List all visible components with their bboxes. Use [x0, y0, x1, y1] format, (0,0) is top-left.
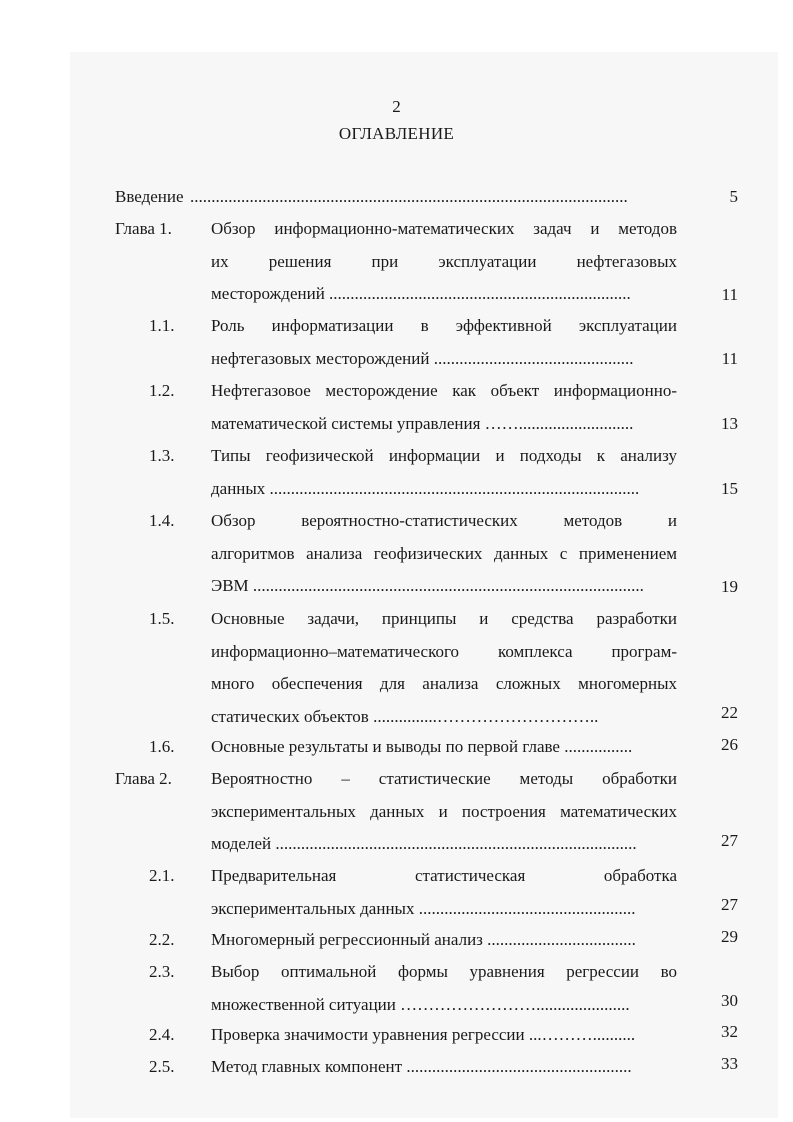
- toc-entry-title: [211, 924, 677, 957]
- toc-entry-line: Обзор вероятностно-статистических методов и: [211, 511, 677, 530]
- toc-entry-label: 1.2.: [149, 381, 175, 400]
- toc-entry-title: [211, 310, 677, 375]
- toc-entry-dots: .......................................................................................................: [190, 187, 628, 206]
- toc-entry-page: 29: [721, 927, 738, 946]
- toc-entry-page: 13: [721, 414, 738, 433]
- toc-entry-line: алгоритмов анализа геофизических данных с применением: [211, 543, 677, 563]
- toc-entry-title: [211, 731, 677, 764]
- toc-entry-label: 2.4.: [149, 1025, 175, 1044]
- toc-entry-page: 26: [721, 735, 738, 754]
- toc-entry-line: месторождений .......................................................................: [211, 284, 631, 303]
- toc-entry-title: [211, 1019, 677, 1052]
- toc-entry-title: [211, 440, 677, 505]
- toc-entry-title: [211, 603, 677, 733]
- toc-entry-label: 2.2.: [149, 930, 175, 949]
- toc-entry-label: 1.6.: [149, 737, 175, 756]
- toc-entry-title: [211, 1051, 677, 1084]
- toc-entry-line: Проверка значимости уравнения регрессии ...………..........: [211, 1025, 636, 1044]
- toc-entry-page: 30: [721, 991, 738, 1010]
- toc-entry-title: [211, 860, 677, 925]
- toc-entry-title: [211, 505, 677, 603]
- toc-entry-line: Обзор информационно-математических задач и методов: [211, 219, 677, 238]
- toc-entry-line: статических объектов ...............………………………..: [211, 706, 599, 726]
- toc-entry-page: 33: [721, 1054, 738, 1073]
- toc-entry-page: 11: [721, 349, 738, 368]
- toc-entry-line: Основные результаты и выводы по первой главе ................: [211, 737, 633, 756]
- toc-entry-line: Выбор оптимальной формы уравнения регрессии во: [211, 962, 677, 981]
- toc-entry-page: 27: [721, 831, 738, 850]
- toc-entry-title: [211, 956, 677, 1021]
- toc-entry-line: информационно–математического комплекса програм-: [211, 641, 677, 661]
- toc-entry-page: 5: [729, 187, 738, 206]
- toc-entry-page: 11: [721, 285, 738, 304]
- toc-entry-line: данных .......................................................................................: [211, 478, 640, 498]
- toc-entry-line: Нефтегазовое месторождение как объект информационно-: [211, 381, 677, 400]
- toc-entry-line: экспериментальных данных и построения математических: [211, 801, 677, 821]
- toc-entry-label: 2.5.: [149, 1057, 175, 1076]
- toc-entry-title: [211, 763, 677, 861]
- toc-entry-line: их решения при эксплуатации нефтегазовых: [211, 251, 677, 271]
- toc-entry-label: 2.1.: [149, 866, 175, 885]
- toc-entry-page: 22: [721, 703, 738, 722]
- toc-entry-page: 27: [721, 895, 738, 914]
- toc-entry-page: 15: [721, 479, 738, 498]
- toc-entry-title: [211, 213, 677, 311]
- toc-entry-line: Основные задачи, принципы и средства разработки: [211, 609, 677, 628]
- toc-entry-line: экспериментальных данных ...................................................: [211, 898, 636, 918]
- toc-entry-line: Предварительная статистическая обработка: [211, 866, 677, 885]
- toc-entry-line: нефтегазовых месторождений ...............................................: [211, 348, 634, 368]
- toc-entry-line: Роль информатизации в эффективной эксплуатации: [211, 316, 677, 335]
- toc-entry-label: 1.5.: [149, 609, 175, 628]
- toc-entry-label: 1.3.: [149, 446, 175, 465]
- toc-entry-line: ЭВМ ............................................................................................: [211, 576, 644, 595]
- toc-entry-label: Глава 2.: [115, 769, 172, 788]
- toc-entry-label: 1.1.: [149, 316, 175, 335]
- page-number: 2: [392, 97, 401, 116]
- toc-entry-title: [211, 375, 677, 440]
- toc-entry-line: математической системы управления ……...........................: [211, 413, 634, 433]
- toc-title: ОГЛАВЛЕНИЕ: [338, 124, 455, 143]
- toc-entry-line: Вероятностно – статистические методы обработки: [211, 769, 677, 788]
- toc-entry-line: моделей .....................................................................................: [211, 834, 637, 853]
- toc-entry-page: 32: [721, 1022, 738, 1041]
- toc-entry-line: Метод главных компонент .....................................................: [211, 1057, 632, 1076]
- toc-entry-label: Глава 1.: [115, 219, 172, 238]
- toc-entry-page: 19: [721, 577, 738, 596]
- toc-entry-line: Типы геофизической информации и подходы к анализу: [211, 446, 677, 465]
- toc-entry-label: 1.4.: [149, 511, 175, 530]
- toc-entry-label: 2.3.: [149, 962, 175, 981]
- toc-entry-line: множественной ситуации ……………………......................: [211, 994, 630, 1014]
- toc-entry-line: Многомерный регрессионный анализ ...................................: [211, 930, 636, 949]
- toc-entry-label: Введение: [115, 187, 184, 206]
- toc-entry-line: много обеспечения для анализа сложных многомерных: [211, 674, 677, 693]
